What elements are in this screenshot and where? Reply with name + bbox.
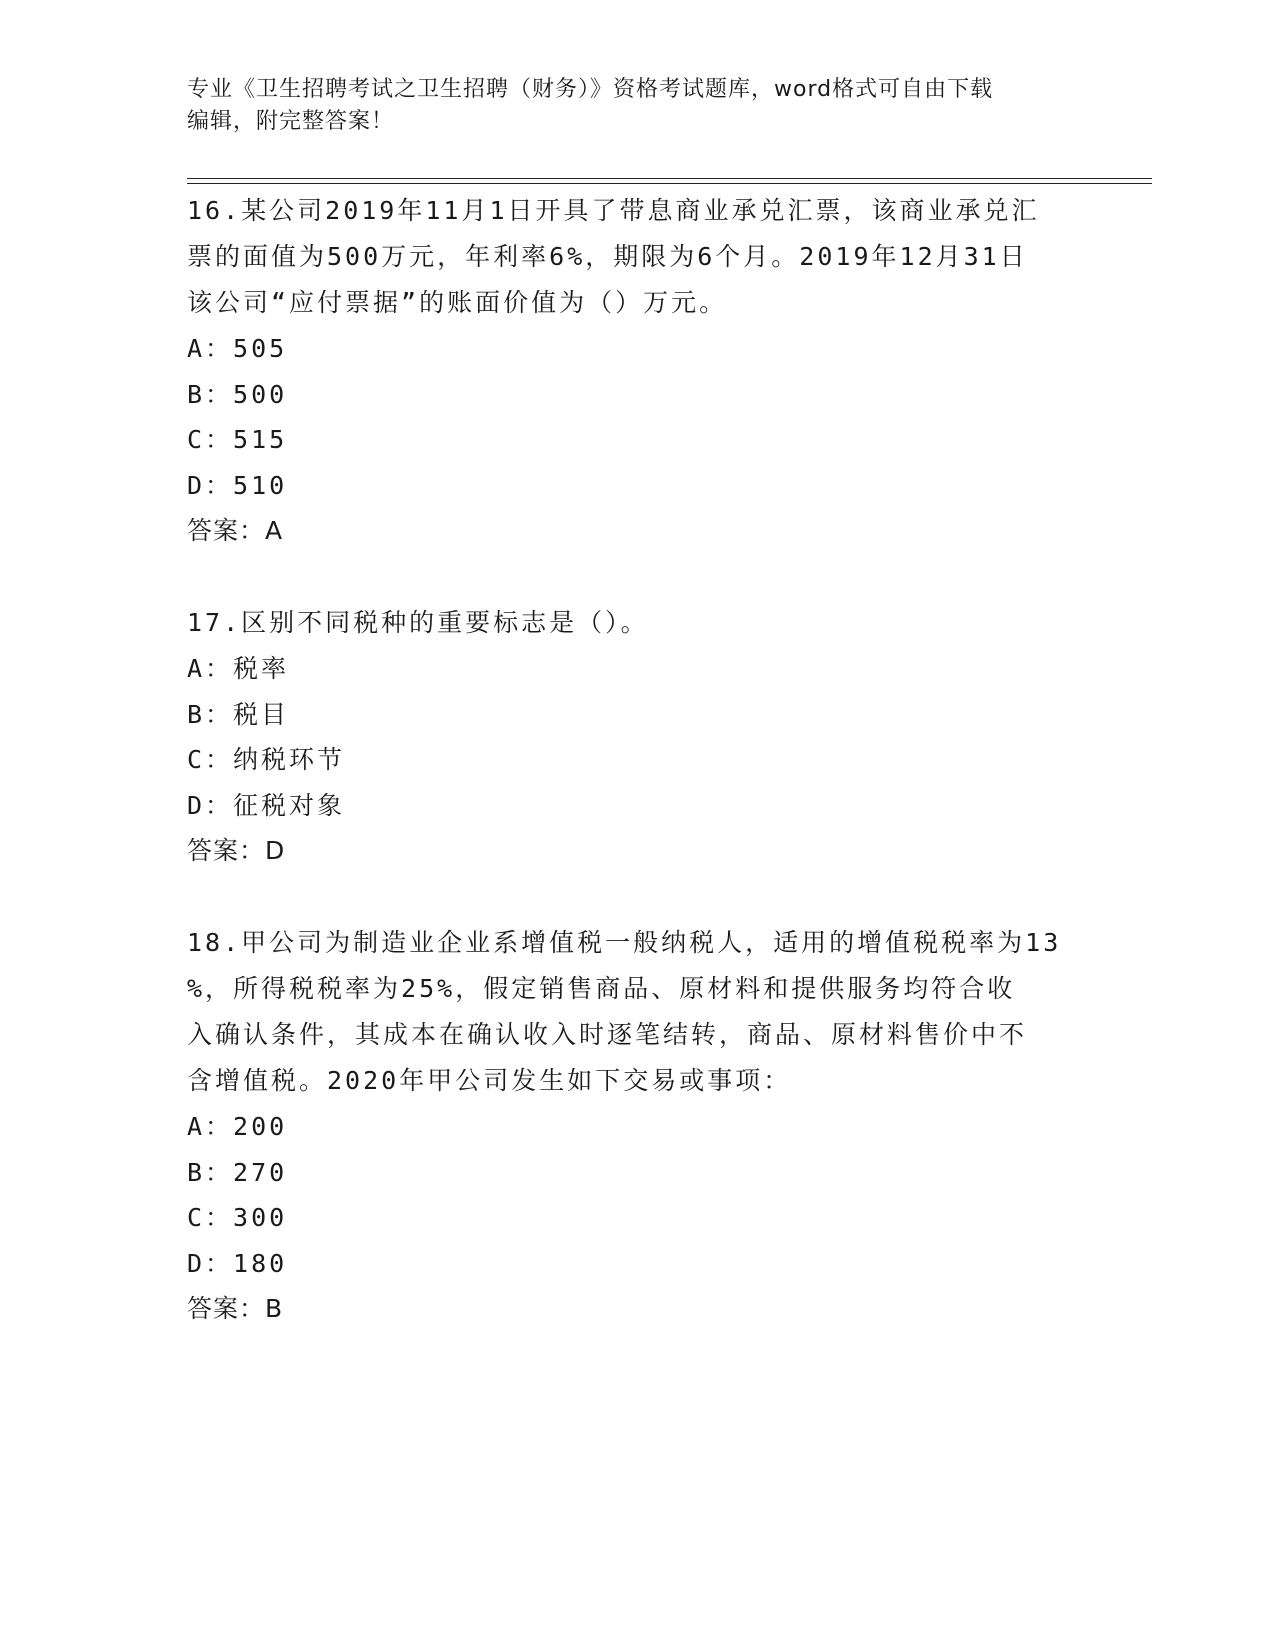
question-stem-line: %，所得税税率为25%，假定销售商品、原材料和提供服务均符合收 — [187, 974, 1016, 1003]
question-stem-line: 票的面值为500万元，年利率6%，期限为6个月。2019年12月31日 — [187, 242, 1028, 271]
option-b: B：500 — [187, 379, 288, 409]
header-line-1: 专业《卫生招聘考试之卫生招聘（财务）》资格考试题库，word格式可自由下载 — [187, 77, 994, 102]
question-stem-line: 16.某公司2019年11月1日开具了带息商业承兑汇票，该商业承兑汇 — [187, 196, 1040, 225]
answer-line: 答案：B — [187, 1294, 284, 1323]
header-divider-top — [187, 178, 1152, 179]
option-d: D：征税对象 — [187, 790, 346, 820]
option-d: D：180 — [187, 1248, 288, 1278]
question-stem-line: 18.甲公司为制造业企业系增值税一般纳税人，适用的增值税税率为13 — [187, 928, 1062, 957]
answer-line: 答案：D — [187, 836, 286, 865]
header-line-2: 编辑，附完整答案！ — [187, 109, 395, 134]
document-header — [187, 74, 1087, 138]
question-stem-line: 17.区别不同税种的重要标志是（）。 — [187, 608, 649, 637]
option-b: B：270 — [187, 1157, 288, 1187]
option-d: D：510 — [187, 470, 288, 500]
question-list — [187, 188, 1087, 1378]
option-a: A：税率 — [187, 654, 290, 683]
option-b: B：税目 — [187, 699, 290, 729]
question-stem-line: 含增值税。2020年甲公司发生如下交易或事项： — [187, 1066, 792, 1095]
question-17 — [187, 600, 1087, 874]
option-a: A：505 — [187, 334, 288, 363]
header-divider-bottom — [187, 183, 1152, 184]
option-c: C：300 — [187, 1203, 288, 1232]
question-18 — [187, 920, 1087, 1332]
option-c: C：515 — [187, 425, 288, 454]
question-16 — [187, 188, 1087, 554]
option-a: A：200 — [187, 1112, 288, 1141]
answer-line: 答案：A — [187, 516, 284, 545]
question-stem-line: 入确认条件，其成本在确认收入时逐笔结转，商品、原材料售价中不 — [187, 1020, 1028, 1049]
question-stem-line: 该公司“应付票据”的账面价值为（）万元。 — [187, 288, 728, 317]
option-c: C：纳税环节 — [187, 745, 346, 774]
